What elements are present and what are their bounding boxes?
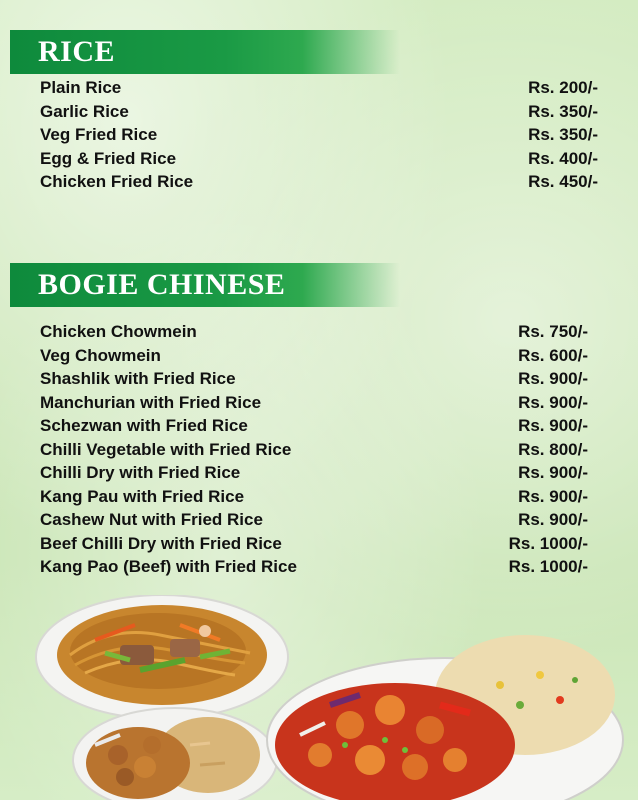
menu-item-name: Chicken Chowmein (40, 322, 197, 341)
menu-item (40, 320, 588, 344)
menu-item-price: Rs. 800/- (518, 439, 588, 459)
menu-item-name: Beef Chilli Dry with Fried Rice (40, 533, 282, 553)
menu-item (40, 391, 588, 415)
menu-item-name: Chilli Vegetable with Fried Rice (40, 439, 292, 459)
section-banner-bogie-chinese (10, 263, 400, 307)
menu-item-name: Chilli Dry with Fried Rice (40, 463, 241, 482)
menu-item-price: Rs. 400/- (528, 148, 598, 168)
menu-item-name: Garlic Rice (40, 101, 129, 121)
menu-item (40, 147, 598, 171)
menu-item-price: Rs. 1000/- (508, 557, 588, 576)
menu-item-name: Veg Chowmein (40, 345, 161, 365)
menu-item (40, 532, 588, 556)
menu-item-price: Rs. 450/- (528, 172, 598, 191)
menu-item-price: Rs. 600/- (518, 345, 588, 365)
menu-item-price: Rs. 350/- (528, 125, 598, 144)
menu-item-price: Rs. 350/- (528, 101, 598, 121)
section-title-rice: RICE (38, 35, 116, 68)
menu-item-name: Plain Rice (40, 78, 122, 97)
menu-item (40, 438, 588, 462)
menu-item (40, 555, 588, 579)
rice-chicken-plate (73, 708, 277, 800)
menu-item (40, 367, 588, 391)
menu-item-name: Shashlik with Fried Rice (40, 369, 236, 388)
menu-item (40, 123, 598, 147)
menu-item-name: Kang Pao (Beef) with Fried Rice (40, 557, 297, 576)
menu-item-price: Rs. 900/- (518, 510, 588, 529)
menu-item-price: Rs. 900/- (518, 392, 588, 412)
menu-item (40, 414, 588, 438)
menu-item-name: Chicken Fried Rice (40, 172, 194, 191)
menu-item (40, 461, 588, 485)
menu-item-name: Veg Fried Rice (40, 125, 158, 144)
noodle-plate (36, 595, 288, 719)
menu-item-price: Rs. 900/- (518, 416, 588, 435)
menu-list-bogie-chinese (40, 320, 588, 579)
menu-item-name: Cashew Nut with Fried Rice (40, 510, 263, 529)
food-photo (0, 595, 638, 800)
menu-item-price: Rs. 750/- (518, 322, 588, 341)
menu-item (40, 170, 598, 194)
menu-item-name: Manchurian with Fried Rice (40, 392, 262, 412)
chilli-chicken-bowl (267, 635, 623, 800)
menu-item (40, 485, 588, 509)
menu-item (40, 76, 598, 100)
menu-list-rice (40, 76, 598, 194)
menu-item-price: Rs. 900/- (518, 486, 588, 506)
menu-item-name: Schezwan with Fried Rice (40, 416, 248, 435)
menu-item (40, 344, 588, 368)
menu-item-price: Rs. 200/- (528, 78, 598, 97)
section-title-bogie-chinese: BOGIE CHINESE (38, 268, 286, 301)
menu-item (40, 100, 598, 124)
menu-item-price: Rs. 900/- (518, 369, 588, 388)
menu-item-name: Egg & Fried Rice (40, 148, 177, 168)
menu-item-name: Kang Pau with Fried Rice (40, 486, 245, 506)
menu-item-price: Rs. 1000/- (508, 533, 588, 553)
section-banner-rice (10, 30, 400, 74)
menu-item-price: Rs. 900/- (518, 463, 588, 482)
menu-item (40, 508, 588, 532)
